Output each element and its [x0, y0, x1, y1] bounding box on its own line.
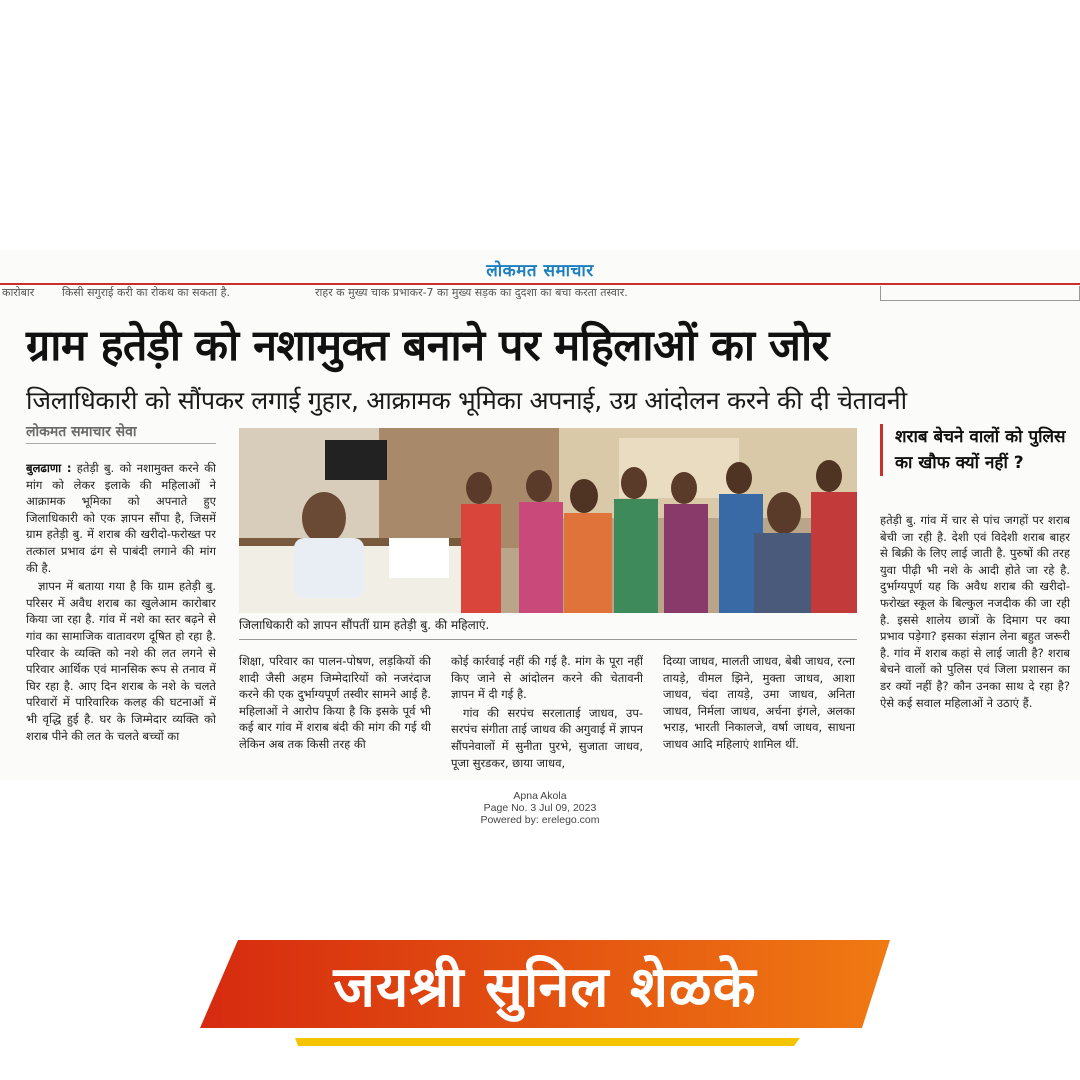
top-strip-mid2: राहर क मुख्य चाक प्रभाकर-7 का मुख्य सड़क का दुदशा का बचा करता तस्वार. — [315, 286, 628, 299]
sidebox-title: शराब बेचने वालों को पुलिस का खौफ क्यों नहीं ? — [880, 424, 1080, 476]
article-column-3 — [451, 653, 643, 773]
col1-para-2: ज्ञापन में बताया गया है कि ग्राम हतेड़ी बु. परिसर में अवैध शराब का खुलेआम कारोबार किया जा रहा है. गांव में नशे का स्तर बढ़ने से गांव का सामाजिक वातावरण दूषित हो रहा है. परिवार के व्यक्ति को नशे की लत लगने से परिवार आर्थिक एवं मानसिक रूप से तनाव में घिर रहा है. आए दिन शराब के नशे के चलते परिवारों में पारिवारिक कलह की घटनाओं में भी वृद्धि हुई है. घर के जिम्मेदार व्यक्ति को शराब पीने की लत के चलते बच्चों का — [26, 579, 216, 743]
top-strip — [0, 283, 1080, 301]
masthead: लोकमत समाचार — [486, 261, 594, 281]
sidebox-body — [880, 512, 1070, 774]
sidebox-text: हतेड़ी बु. गांव में चार से पांच जगहों पर शराब बेची जा रही है. देशी एवं विदेशी शराब बाहर से बिक्री के लिए लाई जाती है. पुरुषों की तरह युवा पीढ़ी भी नशे के आदी होते जा रहे है. दुर्भाग्यपूर्ण यह कि अवैध शराब की खरीदो-फरोख्त स्कूल के बिल्कुल नजदीक की जा रही है. इससे शालेय छात्रों के दिमाग पर क्या प्रभाव पड़ेगा? इसका संज्ञान लेना बहुत जरूरी है. गांव में शराब कहां से लाई जाती है? शराब बेचने वालों को पुलिस एवं जिला प्रशासन का डर क्यों नहीं है? कौन उनका साथ दे रहा है? ऐसे कई सवाल महिलाओं ने उठाएं हैं. — [880, 513, 1070, 710]
source-footer — [0, 790, 1080, 826]
article-column-4 — [663, 653, 855, 773]
article-column-2 — [239, 653, 431, 773]
newspaper-clipping — [0, 250, 1080, 780]
photo-caption: जिलाधिकारी को ज्ञापन सौंपतीं ग्राम हतेड़ी बु. की महिलाएं. — [239, 616, 857, 640]
col3-para-2: गांव की सरपंच सरलाताई जाधव, उप-सरपंच संगीता ताई जाधव की अगुवाई में ज्ञापन सौंपनेवालों में सुनीता पुरभे, सुजाता जाधव, पूजा सुरडकर, छाया जाधव, — [451, 705, 643, 770]
col1-para-1: हतेड़ी बु. को नशामुक्त करने की मांग को लेकर इलाके की महिलाओं ने आक्रामक भूमिका को अपनाते हुए जिलाधिकारी को एक ज्ञापन सौंपा है, जिसमें ग्राम हतेड़ी बु. में शराब की खरीदो-फरोख्त पर तत्काल प्रभाव ढंग से पाबंदी लगाने की मांग की है. — [26, 461, 216, 575]
banner-name: जयश्री सुनिल शेळके — [333, 955, 757, 1020]
article-headline: ग्राम हतेड़ी को नशामुक्त बनाने पर महिलाओं का जोर — [26, 321, 829, 371]
article-deck: जिलाधिकारी को सौंपकर लगाई गुहार, आक्रामक भूमिका अपनाई, उग्र आंदोलन करने की दी चेतावनी — [26, 386, 907, 415]
photo-illustration — [239, 428, 857, 613]
article-byline: लोकमत समाचार सेवा — [26, 422, 216, 444]
dateline: बुलढाणा : — [26, 461, 72, 475]
col3-para-1: कोई कार्रवाई नहीं की गई है. मांग के पूरा नहीं किए जाने से आंदोलन करने की चेतावनी ज्ञापन में दी गई है. — [451, 654, 643, 702]
top-strip-box — [880, 286, 1080, 301]
source-powered: Powered by: erelego.com — [480, 814, 600, 826]
top-strip-mid1: किसी सगुराई करी का रोकथ का सकता है. — [62, 286, 230, 299]
col2-text: शिक्षा, परिवार का पालन-पोषण, लड़कियों की शादी जैसी अहम जिम्मेदारियों को नजरंदाज करने की एक दुर्भाग्यपूर्ण तस्वीर सामने आई है. महिलाओं ने आरोप किया है कि इसके पूर्व भी कई बार गांव में शराब बंदी की मांग की गई थी लेकिन अब तक किसी तरह की — [239, 654, 431, 751]
col4-text: दिव्या जाधव, मालती जाधव, बेबी जाधव, रत्ना तायड़े, वीमल झिने, मुक्ता जाधव, आशा जाधव, चंदा तायड़े, उमा जाधव, अनिता जाधव, निर्मला जाधव, अर्चना इंगले, अलका भराड़, भारती निकालजे, वर्षा जाधव, साधना जाधव आदि महिलाएं शामिल थीं. — [663, 654, 855, 751]
article-photo — [239, 428, 857, 613]
article-column-1 — [26, 460, 216, 770]
source-name: Apna Akola — [513, 790, 567, 802]
top-strip-left: कारोबार — [2, 286, 35, 299]
source-page: Page No. 3 Jul 09, 2023 — [483, 802, 597, 814]
